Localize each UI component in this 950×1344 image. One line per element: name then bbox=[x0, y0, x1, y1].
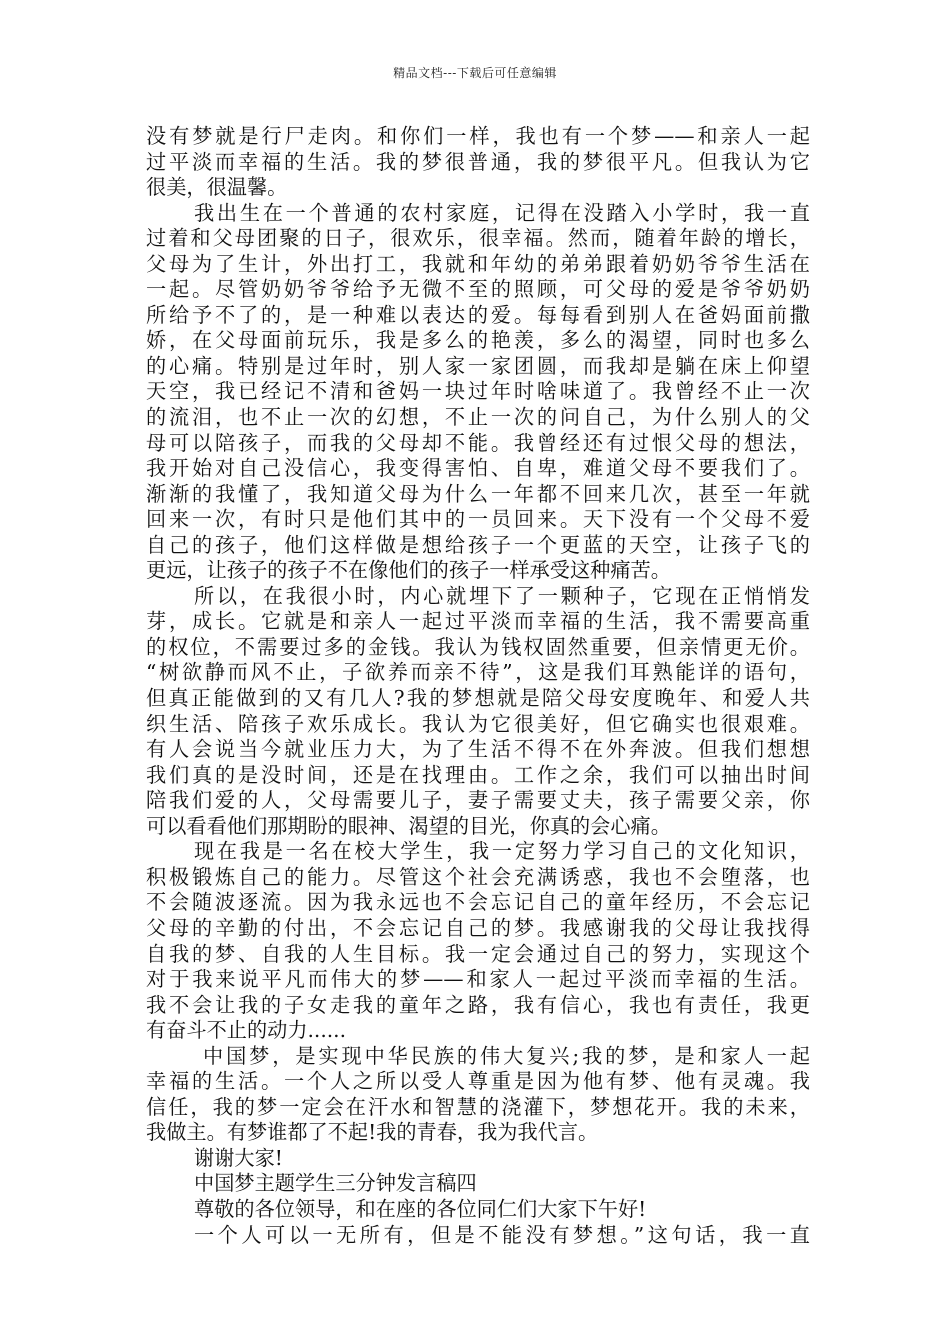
text-line: 很美，很温馨。 bbox=[146, 175, 288, 200]
text-line: 中国梦，是实现中华民族的伟大复兴;我的梦，是和家人一起 bbox=[203, 1043, 810, 1068]
text-line: 信任，我的梦一定会在汗水和智慧的浇灌下，梦想花开。我的未来， bbox=[146, 1094, 810, 1119]
text-line: 渐渐的我懂了，我知道父母为什么一年都不回来几次，甚至一年就 bbox=[146, 481, 810, 506]
text-line: 谢谢大家! bbox=[194, 1145, 283, 1170]
text-line: 所以，在我很小时，内心就埋下了一颗种子，它现在正悄悄发 bbox=[194, 583, 810, 608]
page-header: 精品文档---下载后可任意编辑 bbox=[393, 66, 557, 80]
text-line: 但真正能做到的又有几人?我的梦想就是陪父母安度晚年、和爱人共 bbox=[146, 686, 810, 711]
text-line: 芽，成长。它就是和亲人一起过平淡而幸福的生活，我不需要高重 bbox=[146, 609, 810, 634]
text-line: 有奋斗不止的动力...... bbox=[146, 1018, 347, 1043]
text-line: 我出生在一个普通的农村家庭，记得在没踏入小学时，我一直 bbox=[194, 200, 810, 225]
text-line: 过平淡而幸福的生活。我的梦很普通，我的梦很平凡。但我认为它 bbox=[146, 149, 810, 174]
text-line: 尊敬的各位领导，和在座的各位同仁们大家下午好! bbox=[194, 1196, 647, 1221]
text-line: 自己的孩子，他们这样做是想给孩子一个更蓝的天空，让孩子飞的 bbox=[146, 532, 810, 557]
text-line: 现在我是一名在校大学生，我一定努力学习自己的文化知识， bbox=[194, 839, 810, 864]
text-line: 所给予不了的，是一种难以表达的爱。每每看到别人在爸妈面前撒 bbox=[146, 302, 810, 327]
text-line: 过着和父母团聚的日子，很欢乐，很幸福。然而，随着年龄的增长， bbox=[146, 226, 810, 251]
text-line: 父母的辛勤的付出，不会忘记自己的梦。我感谢我的父母让我找得 bbox=[146, 915, 810, 940]
text-line: 我开始对自己没信心，我变得害怕、自卑，难道父母不要我们了。 bbox=[146, 456, 810, 481]
text-line: 的心痛。特别是过年时，别人家一家团圆，而我却是躺在床上仰望 bbox=[146, 353, 810, 378]
text-line: 对于我来说平凡而伟大的梦——和家人一起过平淡而幸福的生活。 bbox=[146, 967, 810, 992]
text-line: 我们真的是没时间，还是在找理由。工作之余，我们可以抽出时间 bbox=[146, 762, 810, 787]
text-line: 回来一次，有时只是他们其中的一员回来。天下没有一个父母不爱 bbox=[146, 507, 810, 532]
text-line: 一个人可以一无所有，但是不能没有梦想。”这句话，我一直 bbox=[194, 1222, 810, 1247]
text-line: 没有梦就是行尸走肉。和你们一样，我也有一个梦——和亲人一起 bbox=[146, 124, 810, 148]
text-line: 织生活、陪孩子欢乐成长。我认为它很美好，但它确实也很艰难。 bbox=[146, 711, 810, 736]
text-line: 积极锻炼自己的能力。尽管这个社会充满诱惑，我也不会堕落，也 bbox=[146, 864, 810, 889]
text-line: 幸福的生活。一个人之所以受人尊重是因为他有梦、他有灵魂。我 bbox=[146, 1069, 810, 1094]
text-line: 一起。尽管奶奶爷爷给予无微不至的照顾，可父母的爱是爷爷奶奶 bbox=[146, 277, 810, 302]
text-line: 我不会让我的子女走我的童年之路，我有信心，我也有责任，我更 bbox=[146, 992, 810, 1017]
text-line: 自我的梦、自我的人生目标。我一定会通过自己的努力，实现这个 bbox=[146, 941, 810, 966]
text-line: 母可以陪孩子，而我的父母却不能。我曾经还有过恨父母的想法， bbox=[146, 430, 810, 455]
text-line: 娇，在父母面前玩乐，我是多么的艳羡，多么的渴望，同时也多么 bbox=[146, 328, 810, 353]
document-body bbox=[146, 124, 810, 1248]
text-line: 的流泪，也不止一次的幻想，不止一次的问自己，为什么别人的父 bbox=[146, 405, 810, 430]
text-line: 不会随波逐流。因为我永远也不会忘记自己的童年经历，不会忘记 bbox=[146, 890, 810, 915]
text-line: 陪我们爱的人，父母需要儿子，妻子需要丈夫，孩子需要父亲，你 bbox=[146, 788, 810, 813]
text-line: 我做主。有梦谁都了不起!我的青春，我为我代言。 bbox=[146, 1120, 599, 1145]
text-line: 可以看看他们那期盼的眼神、渴望的目光，你真的会心痛。 bbox=[146, 813, 671, 838]
text-line: “树欲静而风不止，子欲养而亲不待”，这是我们耳熟能详的语句， bbox=[146, 660, 810, 685]
text-line: 更远，让孩子的孩子不在像他们的孩子一样承受这种痛苦。 bbox=[146, 558, 671, 583]
text-line: 中国梦主题学生三分钟发言稿四 bbox=[194, 1171, 477, 1196]
text-line: 父母为了生计，外出打工，我就和年幼的弟弟跟着奶奶爷爷生活在 bbox=[146, 251, 810, 276]
text-line: 天空，我已经记不清和爸妈一块过年时啥味道了。我曾经不止一次 bbox=[146, 379, 810, 404]
text-line: 有人会说当今就业压力大，为了生活不得不在外奔波。但我们想想 bbox=[146, 737, 810, 762]
text-line: 的权位，不需要过多的金钱。我认为钱权固然重要，但亲情更无价。 bbox=[146, 634, 810, 659]
